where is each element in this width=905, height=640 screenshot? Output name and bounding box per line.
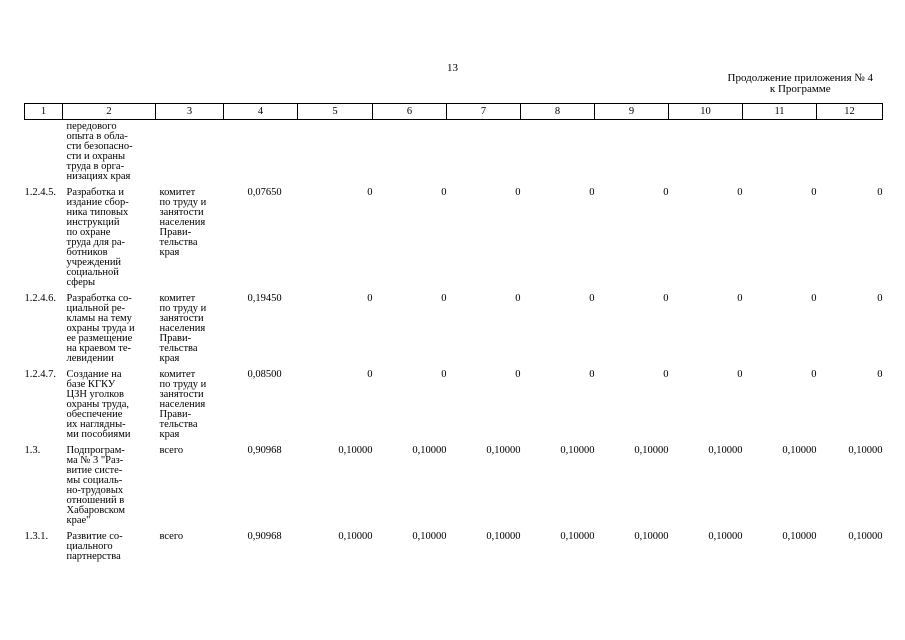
row-name-line: передового — [66, 121, 117, 132]
row-name-line: циальной ре- — [66, 303, 126, 314]
row-total-value — [224, 120, 298, 183]
row-year-value: 0 — [737, 369, 743, 380]
header-col-8: 8 — [521, 104, 595, 120]
row-year-value: 0 — [737, 293, 743, 304]
row-executor — [156, 182, 224, 288]
row-year-value: 0 — [811, 293, 817, 304]
table-row — [25, 120, 883, 183]
row-name-line: обеспечение — [66, 409, 123, 420]
row-year-value: 0 — [877, 293, 883, 304]
header-col-1: 1 — [25, 104, 63, 120]
row-year-value — [669, 120, 743, 183]
row-year-value — [298, 120, 373, 183]
row-year-value: 0 — [811, 187, 817, 198]
row-executor-line: всего — [159, 445, 184, 456]
row-executor-line: тельства — [159, 237, 198, 248]
row-code: 1.3.1. — [24, 531, 49, 542]
row-year-value: 0,10000 — [848, 445, 883, 456]
row-name-line: ботников — [66, 247, 108, 258]
header-col-12: 12 — [817, 104, 883, 120]
row-year-value: 0 — [811, 369, 817, 380]
row-year-value — [447, 120, 521, 183]
row-name-line: ника типовых — [66, 207, 129, 218]
row-year-value: 0 — [663, 293, 669, 304]
row-name-line: ЦЗН уголков — [66, 389, 124, 400]
row-name — [63, 526, 156, 562]
table-row — [25, 288, 883, 364]
header-col-5: 5 — [298, 104, 373, 120]
row-name-line: кламы на тему — [66, 313, 132, 324]
row-name-line: издание сбор- — [66, 197, 129, 208]
appendix-caption — [728, 73, 873, 95]
table-row — [25, 182, 883, 288]
table-row — [25, 440, 883, 526]
row-executor-line: комитет — [159, 369, 196, 380]
row-year-value: 0,10000 — [338, 445, 373, 456]
row-executor-line: комитет — [159, 187, 196, 198]
row-name-line: Разработка со- — [66, 293, 132, 304]
row-year-value: 0 — [441, 369, 447, 380]
row-executor-line: всего — [159, 531, 184, 542]
row-year-value: 0 — [589, 369, 595, 380]
row-executor — [156, 440, 224, 526]
row-executor — [156, 288, 224, 364]
row-executor-line: населения — [159, 217, 206, 228]
row-year-value — [595, 120, 669, 183]
row-year-value: 0,10000 — [560, 445, 595, 456]
row-year-value: 0 — [737, 187, 743, 198]
program-table — [24, 103, 882, 562]
header-col-7: 7 — [447, 104, 521, 120]
row-name-line: базе КГКУ — [66, 379, 116, 390]
row-year-value: 0 — [589, 293, 595, 304]
row-year-value: 0 — [663, 187, 669, 198]
row-name-line: инструкций — [66, 217, 120, 228]
row-name-line: труда для ра- — [66, 237, 125, 248]
row-year-value: 0 — [589, 187, 595, 198]
row-year-value: 0,10000 — [412, 531, 447, 542]
row-name-line: социальной — [66, 267, 119, 278]
row-name-line: сти безопасно- — [66, 141, 133, 152]
row-year-value: 0 — [515, 369, 521, 380]
row-executor-line: комитет — [159, 293, 196, 304]
row-total-value: 0,08500 — [247, 369, 282, 380]
row-year-value: 0,10000 — [560, 531, 595, 542]
row-code — [25, 120, 63, 183]
row-executor-line: края — [159, 247, 180, 258]
row-year-value: 0,10000 — [782, 531, 817, 542]
row-executor-line: занятости — [159, 313, 204, 324]
table-row — [25, 364, 883, 440]
row-name — [63, 440, 156, 526]
row-code: 1.2.4.6. — [24, 293, 56, 304]
row-name — [63, 364, 156, 440]
header-col-3: 3 — [156, 104, 224, 120]
row-executor-line: населения — [159, 323, 206, 334]
row-total-value: 0,19450 — [247, 293, 282, 304]
row-name — [63, 120, 156, 183]
row-name-line: Развитие со- — [66, 531, 123, 542]
row-year-value — [743, 120, 817, 183]
row-name-line: по охране — [66, 227, 111, 238]
row-executor — [156, 120, 224, 183]
row-code: 1.2.4.5. — [24, 187, 56, 198]
row-name-line: охраны труда, — [66, 399, 129, 410]
row-name-line: Создание на — [66, 369, 122, 380]
row-year-value: 0 — [441, 187, 447, 198]
row-year-value: 0,10000 — [848, 531, 883, 542]
header-col-9: 9 — [595, 104, 669, 120]
header-col-11: 11 — [743, 104, 817, 120]
row-executor-line: Прави- — [159, 333, 192, 344]
row-name-line: циального — [66, 541, 113, 552]
row-name-line: Разработка и — [66, 187, 124, 198]
row-name-line: ма № 3 "Раз- — [66, 455, 124, 466]
row-executor-line: по труду и — [159, 197, 207, 208]
row-name-line: витие систе- — [66, 465, 123, 476]
row-total-value: 0,90968 — [247, 445, 282, 456]
row-year-value: 0,10000 — [412, 445, 447, 456]
row-executor-line: края — [159, 353, 180, 364]
row-name-line: ми пособиями — [66, 429, 131, 440]
row-executor-line: края — [159, 429, 180, 440]
header-col-6: 6 — [373, 104, 447, 120]
row-year-value: 0 — [877, 369, 883, 380]
row-executor-line: Прави- — [159, 409, 192, 420]
row-year-value: 0 — [515, 187, 521, 198]
row-year-value: 0 — [367, 293, 373, 304]
row-year-value — [521, 120, 595, 183]
row-name-line: отношений в — [66, 495, 125, 506]
row-year-value — [817, 120, 883, 183]
row-year-value: 0 — [515, 293, 521, 304]
row-code: 1.2.4.7. — [24, 369, 56, 380]
row-name — [63, 288, 156, 364]
appendix-line-1: Продолжение приложения № 4 — [727, 72, 873, 84]
appendix-line-2: к Программе — [769, 83, 831, 95]
row-year-value: 0,10000 — [634, 445, 669, 456]
row-name-line: опыта в обла- — [66, 131, 128, 142]
row-executor-line: тельства — [159, 343, 198, 354]
table-row — [25, 526, 883, 562]
row-year-value: 0,10000 — [338, 531, 373, 542]
row-name-line: охраны труда и — [66, 323, 135, 334]
row-name-line: труда в орга- — [66, 161, 125, 172]
header-col-4: 4 — [224, 104, 298, 120]
row-executor-line: населения — [159, 399, 206, 410]
row-name-line: мы социаль- — [66, 475, 123, 486]
row-executor-line: по труду и — [159, 303, 207, 314]
row-executor — [156, 364, 224, 440]
page-number: 13 — [447, 62, 458, 74]
row-year-value: 0,10000 — [486, 531, 521, 542]
row-name-line: Подпрограм- — [66, 445, 125, 456]
row-year-value — [373, 120, 447, 183]
row-name-line: их наглядны- — [66, 419, 126, 430]
row-name-line: крае" — [66, 515, 91, 526]
row-name-line: сти и охраны — [66, 151, 126, 162]
row-year-value: 0 — [367, 187, 373, 198]
header-col-2: 2 — [63, 104, 156, 120]
row-executor — [156, 526, 224, 562]
row-name-line: на краевом те- — [66, 343, 132, 354]
row-code: 1.3. — [24, 445, 41, 456]
row-name-line: Хабаровском — [66, 505, 126, 516]
row-name-line: учреждений — [66, 257, 122, 268]
row-name-line: ее размещение — [66, 333, 133, 344]
table-header-row — [25, 104, 883, 120]
row-year-value: 0,10000 — [634, 531, 669, 542]
row-executor-line: тельства — [159, 419, 198, 430]
row-name-line: сферы — [66, 277, 96, 288]
row-year-value: 0 — [877, 187, 883, 198]
row-executor-line: занятости — [159, 207, 204, 218]
row-year-value: 0,10000 — [782, 445, 817, 456]
row-year-value: 0 — [367, 369, 373, 380]
row-year-value: 0,10000 — [708, 531, 743, 542]
row-name-line: партнерства — [66, 551, 121, 562]
table-body — [25, 120, 883, 563]
row-executor-line: Прави- — [159, 227, 192, 238]
row-name — [63, 182, 156, 288]
row-year-value: 0,10000 — [486, 445, 521, 456]
row-executor-line: занятости — [159, 389, 204, 400]
row-name-line: низациях края — [66, 171, 131, 182]
header-col-10: 10 — [669, 104, 743, 120]
row-executor-line: по труду и — [159, 379, 207, 390]
row-year-value: 0 — [663, 369, 669, 380]
row-year-value: 0 — [441, 293, 447, 304]
row-total-value: 0,07650 — [247, 187, 282, 198]
row-year-value: 0,10000 — [708, 445, 743, 456]
row-name-line: но-трудовых — [66, 485, 124, 496]
row-name-line: левидении — [66, 353, 114, 364]
row-total-value: 0,90968 — [247, 531, 282, 542]
